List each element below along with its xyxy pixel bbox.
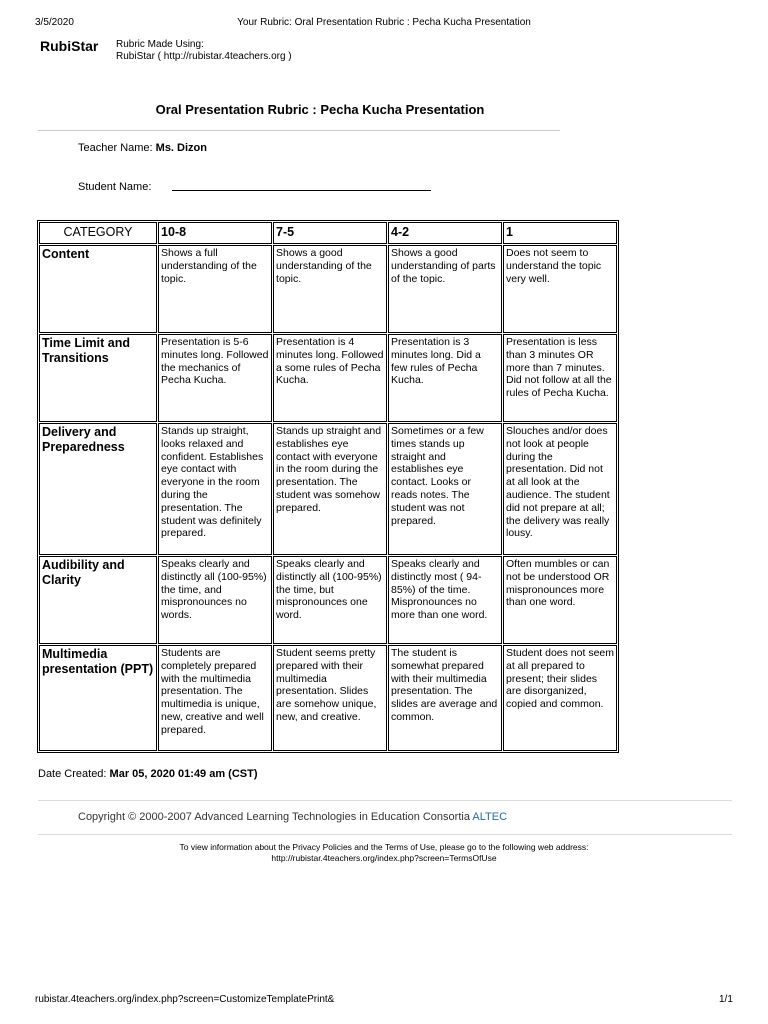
table-cell: Students are completely prepared with the multimedia presentation. The multimedia is unique, new, creative and well prepared. bbox=[158, 645, 272, 751]
print-page-number: 1/1 bbox=[719, 994, 733, 1005]
terms-url[interactable]: http://rubistar.4teachers.org/index.php?screen=TermsOfUse bbox=[271, 853, 497, 863]
student-name-label: Student Name: bbox=[78, 181, 152, 193]
table-row bbox=[39, 423, 617, 555]
print-date: 3/5/2020 bbox=[35, 17, 74, 28]
print-page-title: Your Rubric: Oral Presentation Rubric : Pecha Kucha Presentation bbox=[237, 17, 531, 28]
criterion-label: Content bbox=[39, 245, 157, 333]
table-cell: Slouches and/or does not look at people during the presentation. Did not at all look at the audience. The student did not prepare at all; the delivery was really lousy. bbox=[503, 423, 617, 555]
copyright-text: Copyright © 2000-2007 Advanced Learning Technologies in Education Consortia bbox=[78, 811, 470, 823]
criterion-label: Time Limit and Transitions bbox=[39, 334, 157, 422]
table-cell: Stands up straight, looks relaxed and confident. Establishes eye contact with everyone in the room during the presentation. The student was definitely prepared. bbox=[158, 423, 272, 555]
criterion-label: Multimedia presentation (PPT) bbox=[39, 645, 157, 751]
header-score-7-5: 7-5 bbox=[273, 222, 387, 244]
date-created-value: Mar 05, 2020 01:49 am (CST) bbox=[109, 768, 258, 780]
criterion-label: Delivery and Preparedness bbox=[39, 423, 157, 555]
table-cell: Sometimes or a few times stands up straight and establishes eye contact. Looks or reads notes. The student was not prepared. bbox=[388, 423, 502, 555]
date-created-label: Date Created: bbox=[38, 768, 107, 780]
table-row bbox=[39, 245, 617, 333]
print-footer-url: rubistar.4teachers.org/index.php?screen=CustomizeTemplatePrint& bbox=[35, 994, 335, 1005]
teacher-name-value: Ms. Dizon bbox=[155, 142, 207, 154]
table-cell: Presentation is less than 3 minutes OR more than 7 minutes. Did not follow at all the rules of Pecha Kucha. bbox=[503, 334, 617, 422]
rubric-table bbox=[37, 220, 619, 753]
table-cell: Presentation is 5-6 minutes long. Followed the mechanics of Pecha Kucha. bbox=[158, 334, 272, 422]
table-cell: Shows a good understanding of the topic. bbox=[273, 245, 387, 333]
header-score-1: 1 bbox=[503, 222, 617, 244]
divider bbox=[38, 800, 732, 801]
table-cell: Student does not seem at all prepared to present; their slides are disorganized, copied and common. bbox=[503, 645, 617, 751]
table-cell: Often mumbles or can not be understood OR mispronounces more than one word. bbox=[503, 556, 617, 644]
table-cell: Does not seem to understand the topic very well. bbox=[503, 245, 617, 333]
teacher-name-row bbox=[78, 142, 207, 154]
table-cell: Speaks clearly and distinctly most ( 94-85%) of the time. Mispronounces no more than one word. bbox=[388, 556, 502, 644]
title-divider bbox=[38, 130, 560, 131]
table-header-row bbox=[39, 222, 617, 244]
table-cell: Student seems pretty prepared with their multimedia presentation. Slides are somehow unique, new, and creative. bbox=[273, 645, 387, 751]
table-row bbox=[39, 645, 617, 751]
table-cell: Stands up straight and establishes eye contact with everyone in the room during the presentation. The student was somehow prepared. bbox=[273, 423, 387, 555]
table-cell: Speaks clearly and distinctly all (100-95%) the time, but mispronounces one word. bbox=[273, 556, 387, 644]
table-cell: Shows a good understanding of parts of the topic. bbox=[388, 245, 502, 333]
header-score-10-8: 10-8 bbox=[158, 222, 272, 244]
made-using-note bbox=[116, 39, 292, 63]
table-cell: Presentation is 3 minutes long. Did a few rules of Pecha Kucha. bbox=[388, 334, 502, 422]
date-created bbox=[38, 768, 258, 780]
header-score-4-2: 4-2 bbox=[388, 222, 502, 244]
student-name-blank bbox=[172, 190, 431, 191]
altec-link[interactable]: ALTEC bbox=[472, 811, 508, 823]
terms-line1: To view information about the Privacy Policies and the Terms of Use, please go to the following web address: bbox=[179, 842, 589, 852]
table-cell: Shows a full understanding of the topic. bbox=[158, 245, 272, 333]
header-category: CATEGORY bbox=[39, 222, 157, 244]
table-cell: The student is somewhat prepared with their multimedia presentation. The slides are average and common. bbox=[388, 645, 502, 751]
terms-notice bbox=[0, 842, 768, 864]
table-row bbox=[39, 556, 617, 644]
criterion-label: Audibility and Clarity bbox=[39, 556, 157, 644]
made-using-line2: RubiStar ( http://rubistar.4teachers.org ) bbox=[116, 51, 292, 62]
table-cell: Speaks clearly and distinctly all (100-95%) the time, and mispronounces no words. bbox=[158, 556, 272, 644]
divider bbox=[38, 834, 732, 835]
rubistar-logo: RubiStar bbox=[40, 38, 99, 54]
teacher-name-label: Teacher Name: bbox=[78, 142, 153, 154]
table-cell: Presentation is 4 minutes long. Followed a some rules of Pecha Kucha. bbox=[273, 334, 387, 422]
made-using-line1: Rubric Made Using: bbox=[116, 39, 204, 50]
copyright-notice bbox=[78, 811, 507, 823]
rubric-title: Oral Presentation Rubric : Pecha Kucha Presentation bbox=[155, 102, 485, 117]
table-row bbox=[39, 334, 617, 422]
